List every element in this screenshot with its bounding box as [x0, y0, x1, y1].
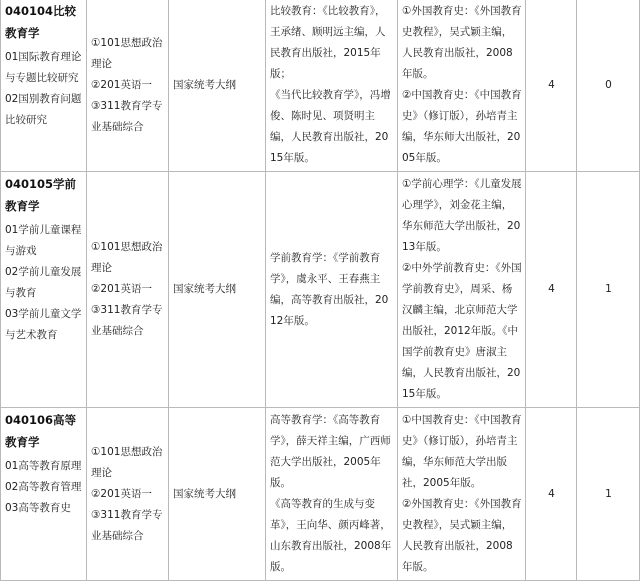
references-cell: [398, 0, 526, 172]
direction-item: 02国别教育问题比较研究: [5, 93, 82, 126]
reference-item: ①学前心理学：《儿童发展心理学》，刘金花主编，华东师范大学出版社，2013年版。: [402, 178, 522, 253]
count-cell: 4: [526, 172, 577, 408]
syllabus-cell: 国家统考大纲: [169, 408, 266, 581]
count-cell: 4: [526, 0, 577, 172]
table-row: [1, 172, 640, 408]
count-cell: 1: [577, 408, 640, 581]
exam-item: ②201英语一: [91, 283, 152, 295]
direction-item: 02学前儿童发展与教育: [5, 266, 82, 299]
major-name: 040105学前教育学: [5, 177, 77, 213]
exam-item: ③311教育学专业基础综合: [91, 99, 163, 133]
reference-item: ②中国教育史：《中国教育史》（修订版），孙培青主编，华东师大出版社，2005年版。: [402, 89, 522, 164]
count-cell: 0: [577, 0, 640, 172]
references-cell: [398, 408, 526, 581]
book-item: 《高等教育的生成与变革》，王向华、颜丙峰著，山东教育出版社，2008年版。: [270, 498, 392, 573]
book-item: 比较教育：《比较教育》，王承绪、顾明远主编，人民教育出版社，2015年版；: [270, 5, 386, 80]
direction-item: 01国际教育理论与专题比较研究: [5, 51, 82, 84]
exam-item: ③311教育学专业基础综合: [91, 508, 163, 542]
syllabus-cell: 国家统考大纲: [169, 0, 266, 172]
direction-item: 01高等教育原理: [5, 460, 82, 472]
exam-item: ①101思想政治理论: [91, 445, 163, 479]
major-cell: [1, 172, 87, 408]
exam-subjects-cell: [87, 408, 169, 581]
books-cell: [266, 172, 398, 408]
count-cell: 1: [577, 172, 640, 408]
book-item: 高等教育学：《高等教育学》，薛天祥主编，广西师范大学出版社，2005年版。: [270, 414, 391, 489]
reference-item: ②外国教育史：《外国教育史教程》，吴式颖主编，人民教育出版社，2008年版。: [402, 498, 522, 573]
direction-item: 03高等教育史: [5, 502, 71, 514]
exam-item: ①101思想政治理论: [91, 36, 163, 70]
major-cell: [1, 408, 87, 581]
major-name: 040104比较教育学: [5, 4, 77, 40]
count-cell: 4: [526, 408, 577, 581]
exam-item: ②201英语一: [91, 487, 152, 500]
exam-subjects-cell: [87, 0, 169, 172]
books-cell: [266, 408, 398, 581]
exam-item: ②201英语一: [91, 78, 152, 91]
exam-subjects-cell: [87, 172, 169, 408]
major-cell: [1, 0, 87, 172]
reference-item: ①外国教育史：《外国教育史教程》，吴式颖主编，人民教育出版社，2008年版。: [402, 5, 522, 80]
exam-item: ①101思想政治理论: [91, 241, 163, 274]
direction-item: 02高等教育管理: [5, 481, 82, 493]
table-row: [1, 408, 640, 581]
references-cell: [398, 172, 526, 408]
book-item: 学前教育学：《学前教育学》，虞永平、王春燕主编，高等教育出版社，2012年版。: [270, 251, 389, 327]
direction-item: 01学前儿童课程与游戏: [5, 224, 82, 257]
direction-item: 03学前儿童文学与艺术教育: [5, 308, 82, 341]
reference-item: ②中外学前教育史：《外国学前教育史》，周采、杨汉麟主编，北京师范大学出版社，2012年版。《中国学前教育史》唐淑主编，人民教育出版社，2015年版。: [402, 262, 522, 400]
reference-item: ①中国教育史：《中国教育史》（修订版），孙培青主编，华东师范大学出版社，2005年版。: [402, 414, 522, 489]
books-cell: [266, 0, 398, 172]
exam-item: ③311教育学专业基础综合: [91, 304, 163, 337]
table-row: [1, 0, 640, 172]
book-item: 《当代比较教育学》，冯增俊、陈时见、项贤明主编，人民教育出版社，2015年版。: [270, 89, 391, 164]
major-name: 040106高等教育学: [5, 413, 77, 449]
syllabus-cell: 国家统考大纲: [169, 172, 266, 408]
